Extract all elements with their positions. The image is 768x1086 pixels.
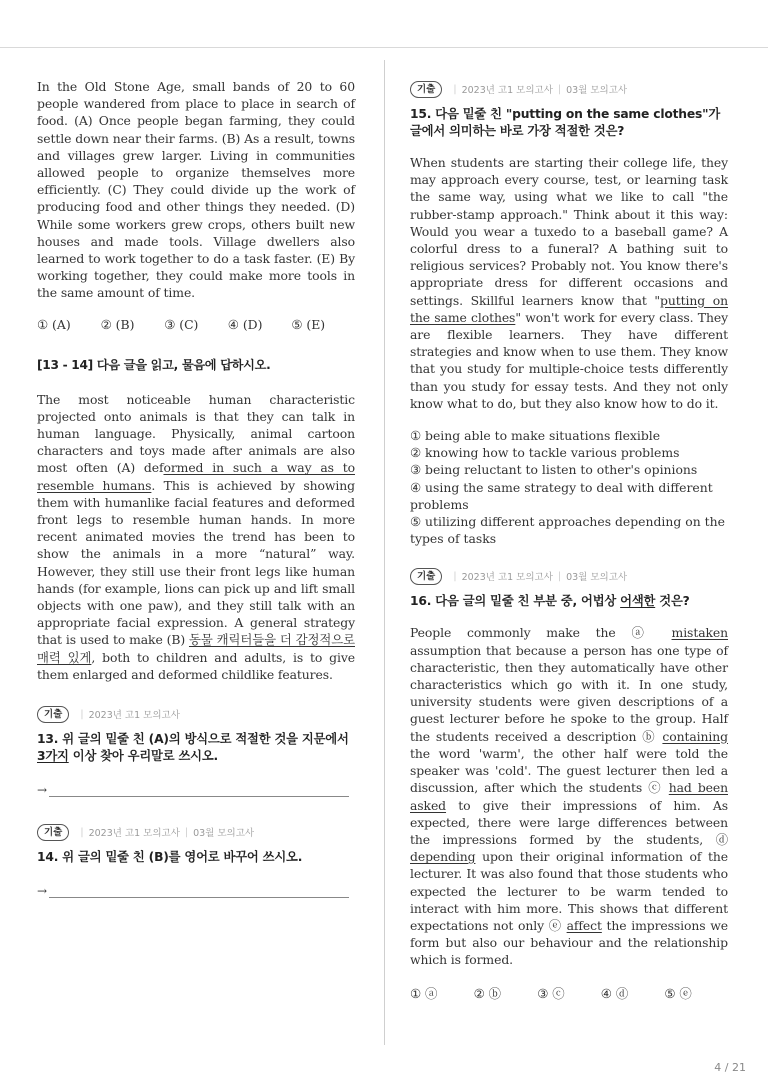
marker-d: ⓓ (715, 831, 728, 847)
source-tag: 기출 | 2023년 고1 모의고사 | 03월 모의고사 (410, 567, 728, 585)
section-heading: [13 - 14] 다음 글을 읽고, 물음에 답하시오. (37, 357, 271, 372)
choice-5[interactable]: ⑤ (E) (291, 316, 326, 332)
marker-b: ⓑ (642, 728, 657, 744)
question-title: 16. 다음 글의 밑줄 친 부분 중, 어법상 어색한 것은? (410, 594, 690, 609)
past-exam-badge: 기출 (410, 81, 442, 98)
question-16 (410, 567, 728, 1001)
options-q15 (410, 427, 728, 547)
option-1[interactable]: ① being able to make situations flexible (410, 428, 661, 444)
underline-b: 동물 캐릭터들을 더 감정적으로 매력 있게 (37, 632, 355, 665)
right-column (410, 80, 728, 1002)
choice-1[interactable]: ① (A) (37, 316, 71, 332)
source-tag: 기출 | 2023년 고1 모의고사 | 03월 모의고사 (410, 80, 728, 98)
choice-3[interactable]: ③ ⓒ (537, 985, 565, 1001)
passage-q15: When students are starting their college life, they may approach every course, test, or learning task the same way, using what we like to call "the rubber-stamp approach." Think about it this way: Would you wear a tuxedo to a baseball game? A colorful dress to a funeral? A bathing suit to religious services? Probably not. You know there's appropriate dress for different occasions and settings. Skillful learners know that "putting on the same clothes" won't work for every class. They are flexible learners. They have different strategies and know when to use them. They know that you study for multiple-choice tests differently than you study for essay tests. And they not only know what to do, but they also know how to do it. (410, 155, 728, 411)
underline-a: ormed in such a way as to resemble humans (37, 460, 355, 493)
answer-field[interactable] (37, 884, 355, 898)
choice-1[interactable]: ① ⓐ (410, 985, 438, 1001)
passage-q16: People commonly make the ⓐ mistaken assumption that because a person has one type of characteristic, then they automatically have other characteristics which go with it. In one study, university students were given descriptions of a guest lecturer before he spoke to the group. Half the students received a description ⓑ containing the word 'warm', the other half were told the speaker was 'cold'. The guest lecturer then led a discussion, after which the students ⓒ had been asked to give their impressions of him. As expected, there were large differences between the impressions formed by the students, ⓓ depending upon their original information of the lecturer. It was also found that those students who expected the lecturer to be warm tended to interact with him more. This shows that different expectations not only ⓔ affect the impressions we form but also our behaviour and the relationship which is formed. (410, 625, 729, 968)
question-14 (37, 823, 355, 898)
choice-2[interactable]: ② ⓑ (473, 985, 502, 1001)
column-divider (384, 60, 385, 1045)
source-tag: 기출 | 2023년 고1 모의고사 (37, 705, 355, 723)
question-title: 13. 위 글의 밑줄 친 (A)의 방식으로 적절한 것을 지문에서 3가지 이상 찾아 우리말로 쓰시오. (37, 732, 349, 764)
choice-3[interactable]: ③ (C) (164, 316, 199, 332)
passage-q13-14: The most noticeable human characteristic projected onto animals is that they can talk in human language. Physically, animal cartoon characters and toys made after animals are also most often (A) deformed in such a way as to resemble humans. This is achieved by showing them with humanlike facial features and deformed front legs to resemble human hands. In more recent animated movies the trend has been to show the animals in a more “natural” way. However, they still use their front legs like human hands (for example, lions can pick up and lift small objects with one paw), and they still talk with an appropriate facial expression. A general strategy that is used to make (B) 동물 캐릭터들을 더 감정적으로 매력 있게, both to children and adults, is to give them enlarged and deformed childlike features. (37, 391, 355, 682)
left-column (37, 78, 355, 898)
option-3[interactable]: ③ being reluctant to listen to other's opinions (410, 462, 698, 478)
page-number: 4 / 21 (714, 1061, 746, 1074)
option-4[interactable]: ④ using the same strategy to deal with different problems (410, 479, 713, 512)
question-13 (37, 705, 355, 797)
answer-field[interactable] (37, 783, 355, 797)
choice-4[interactable]: ④ (D) (227, 316, 263, 332)
choice-2[interactable]: ② (B) (100, 316, 135, 332)
past-exam-badge: 기출 (410, 568, 442, 585)
option-2[interactable]: ② knowing how to tackle various problems (410, 445, 680, 461)
past-exam-badge: 기출 (37, 706, 69, 723)
header-rule (0, 47, 768, 48)
choices-q12 (37, 317, 355, 332)
choice-5[interactable]: ⑤ ⓔ (664, 985, 692, 1001)
source-tag: 기출 | 2023년 고1 모의고사 | 03월 모의고사 (37, 823, 355, 841)
marker-e: ⓔ (548, 917, 562, 933)
choices-q16 (410, 984, 728, 1002)
passage-q12: In the Old Stone Age, small bands of 20 to 60 people wandered from place to place in search of food. (A) Once people began farming, they could settle down near their farms. (B) As a result, towns and villages grew larger. Living in communities allowed people to organize themselves more efficiently. (C) They could divide up the work of producing food and other things they needed. (D) While some workers grew crops, others built new houses and made tools. Village dwellers also learned to work together to do a task faster. (E) By working together, they could make more tools in the same amount of time. (37, 79, 355, 301)
marker-a: ⓐ (631, 625, 656, 641)
arrow-icon: → (37, 884, 48, 899)
question-title: 15. 다음 밑줄 친 "putting on the same clothes"가 글에서 의미하는 바로 가장 적절한 것은? (410, 107, 720, 138)
choice-4[interactable]: ④ ⓓ (600, 985, 629, 1001)
marker-c: ⓒ (648, 780, 663, 796)
option-5[interactable]: ⑤ utilizing different approaches depending on the types of tasks (410, 514, 725, 547)
question-15 (410, 80, 728, 547)
past-exam-badge: 기출 (37, 824, 69, 841)
question-title: 14. 위 글의 밑줄 친 (B)를 영어로 바꾸어 쓰시오. (37, 850, 303, 865)
arrow-icon: → (37, 783, 48, 798)
